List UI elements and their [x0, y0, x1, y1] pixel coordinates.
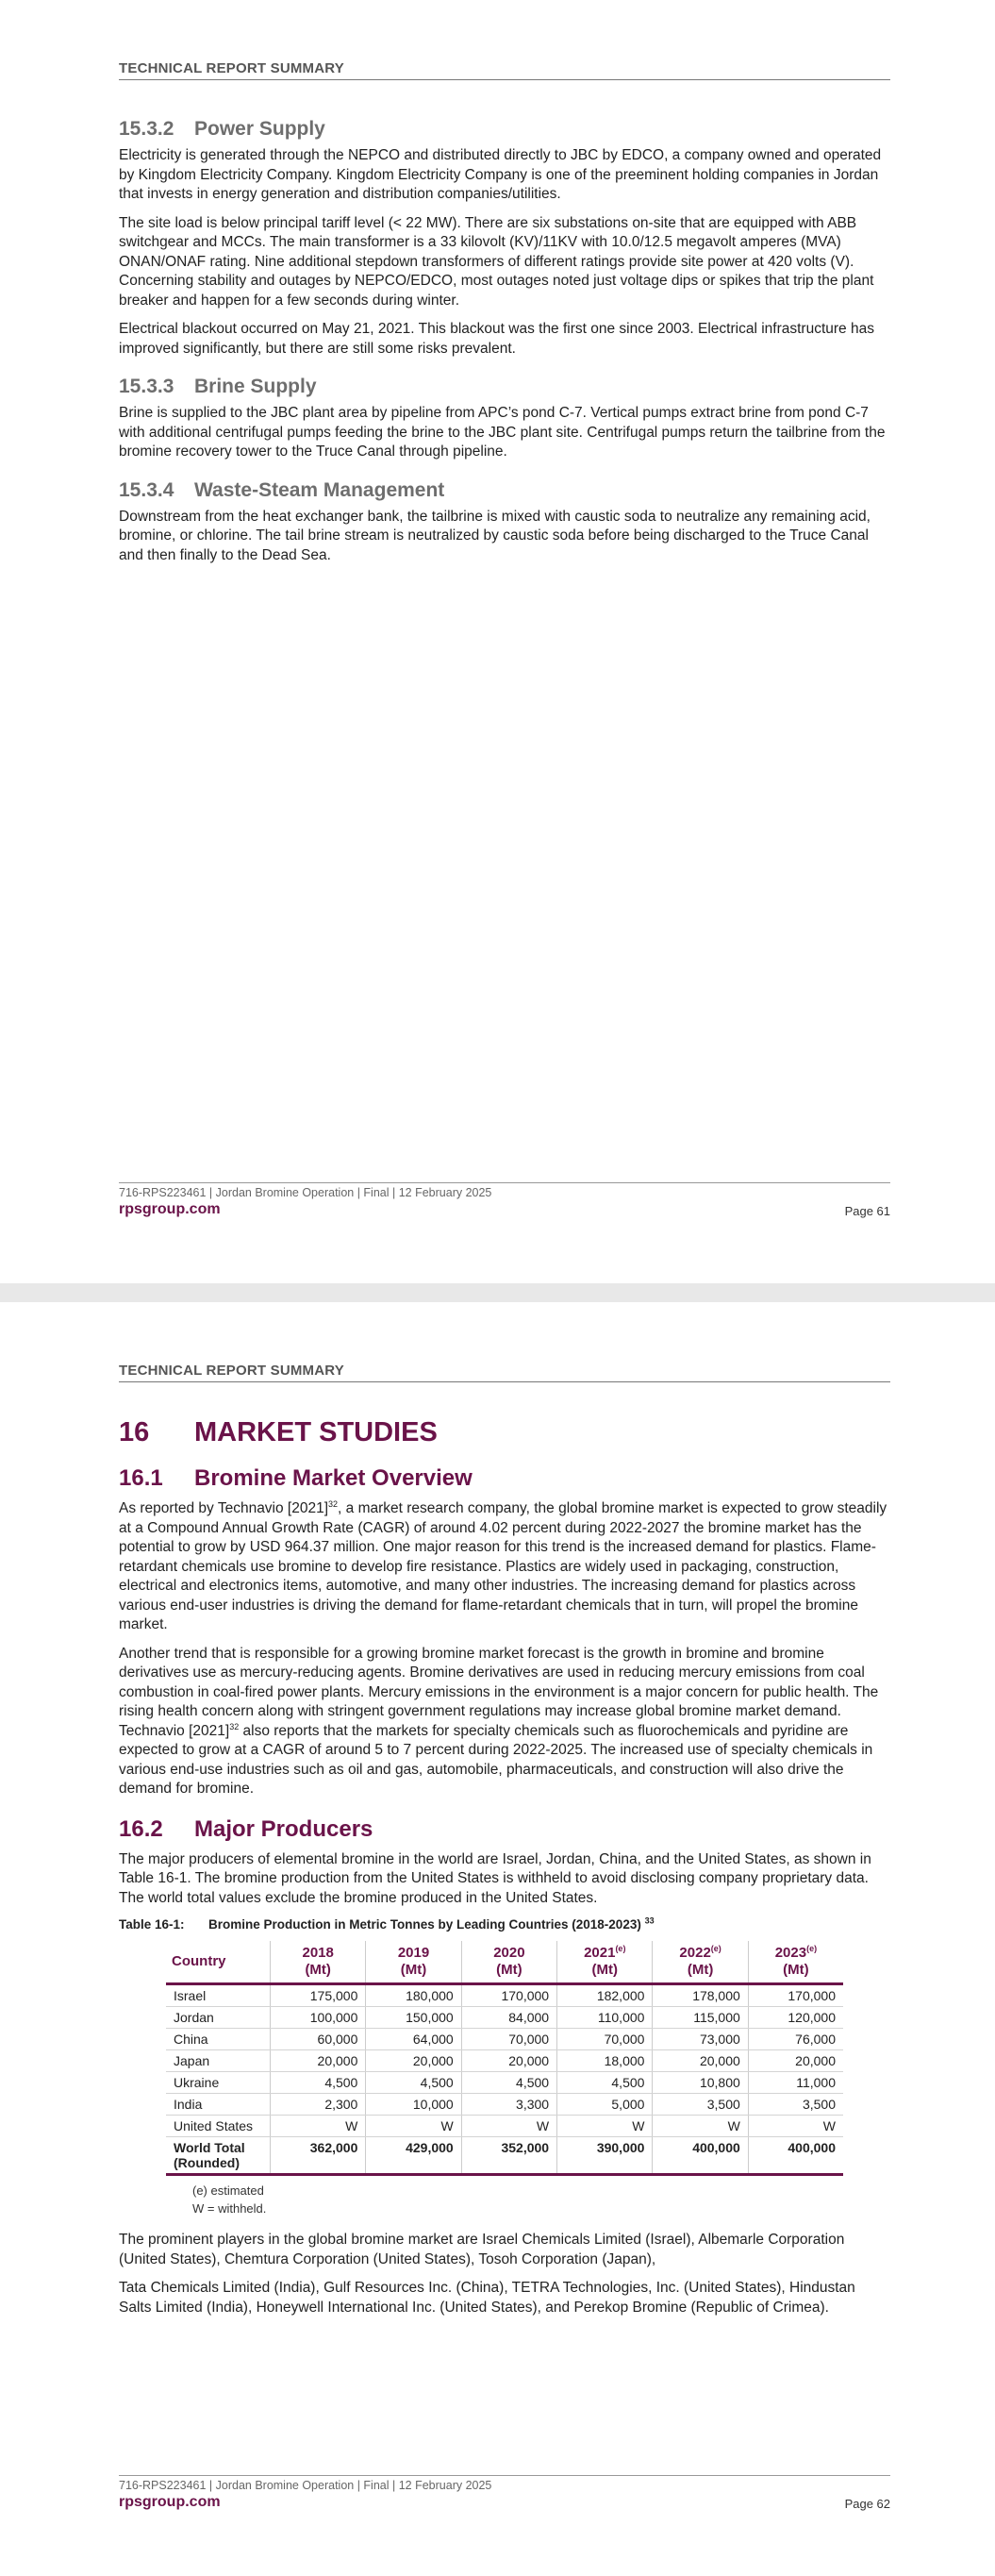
table-row: [166, 2029, 843, 2050]
value-cell: 110,000: [557, 2007, 653, 2029]
table-caption: Table 16-1: Bromine Production in Metric Tonnes by Leading Countries (2018-2023) $^{33}$: [119, 1915, 655, 1932]
paragraph: The prominent players in the global bromine market are Israel Chemicals Limited (Israel), Albemarle Corporation (United States), Chemtura Corporation (United States), Tosoh Corporation (Japan),: [119, 2232, 845, 2267]
country-cell: Jordan: [166, 2007, 271, 2029]
value-cell: 100,000: [271, 2007, 366, 2029]
value-cell: 70,000: [461, 2029, 556, 2050]
value-cell: 178,000: [653, 1984, 748, 2007]
page-61: [0, 0, 995, 1283]
country-cell: United States: [166, 2116, 271, 2137]
table-row: [166, 2072, 843, 2094]
paragraph: Brine is supplied to the JBC plant area by pipeline from APC’s pond C-7. Vertical pumps extract brine from pond C-7 with additional centrifugal pumps feeding the brine to the JBC plant site. Centrifugal pumps return the tailbrine from the bromine recovery tower to the Truce Canal through pipeline.: [119, 405, 886, 460]
column-header-year: 2023$^{(e)}$ (Mt): [748, 1941, 843, 1984]
total-value-cell: 429,000: [366, 2137, 461, 2175]
paragraph: As reported by Technavio $[2021]^{32}$, a market research company, the global bromine market is expected to grow steadily at a Compound Annual Growth Rate (CAGR) of around 4.02 percent during 2022-2027 the bromine market has the potential to grow by USD 964.37 million. One major reason for this trend is the increased demand for plastics. Flame-retardant chemicals use bromine to develop fire resistance. Plastics are widely used in packaging, construction, electrical and electronics items, automotive, and many other industries. The increasing demand for plastics across various end-user industries is driving the demand for flame-retardant chemicals that in turn, will propel the bromine market.: [119, 1498, 887, 1632]
value-cell: 180,000: [366, 1984, 461, 2007]
section-heading-15-3-4: 15.3.4 Waste-Steam Management: [119, 478, 445, 501]
country-cell: Japan: [166, 2050, 271, 2072]
country-cell: Israel: [166, 1984, 271, 2007]
value-cell: 20,000: [366, 2050, 461, 2072]
total-value-cell: 400,000: [748, 2137, 843, 2175]
value-cell: 20,000: [653, 2050, 748, 2072]
value-cell: W: [653, 2116, 748, 2137]
table-note-estimated: (e) estimated: [192, 2183, 264, 2198]
value-cell: 10,000: [366, 2094, 461, 2116]
value-cell: W: [366, 2116, 461, 2137]
value-cell: 170,000: [461, 1984, 556, 2007]
total-value-cell: 352,000: [461, 2137, 556, 2175]
table-header-row: [166, 1941, 843, 1984]
page-number: Page 61: [844, 1204, 890, 1218]
value-cell: 120,000: [748, 2007, 843, 2029]
country-cell: India: [166, 2094, 271, 2116]
total-value-cell: 362,000: [271, 2137, 366, 2175]
paragraph: The major producers of elemental bromine in the world are Israel, Jordan, China, and the United States, as shown in Table 16-1. The bromine production from the United States is withheld to avoid disclosing company proprietary data. The world total values exclude the bromine produced in the United States.: [119, 1850, 871, 1906]
table-row: [166, 2116, 843, 2137]
section-heading-15-3-2: 15.3.2 Power Supply: [119, 118, 325, 140]
column-header-year: 2018 (Mt): [271, 1941, 366, 1984]
paragraph: Electricity is generated through the NEPCO and distributed directly to JBC by EDCO, a company owned and operated by Kingdom Electricity Company. Kingdom Electricity Company is one of the preeminent holding companies in Jordan that invests in energy generation and distribution companies/utilities.: [119, 147, 882, 202]
value-cell: 182,000: [557, 1984, 653, 2007]
value-cell: W: [461, 2116, 556, 2137]
paragraph: Electrical blackout occurred on May 21, 2021. This blackout was the first one since 2003. Electrical infrastructure has improved significantly, but there are still some risks prevalent.: [119, 321, 874, 357]
value-cell: 170,000: [748, 1984, 843, 2007]
value-cell: 18,000: [557, 2050, 653, 2072]
value-cell: 64,000: [366, 2029, 461, 2050]
value-cell: 3,500: [748, 2094, 843, 2116]
value-cell: 20,000: [461, 2050, 556, 2072]
paragraph: Another trend that is responsible for a growing bromine market forecast is the growth in bromine and bromine derivatives use as mercury-reducing agents. Bromine derivatives are used in reducing mercury emissions from coal combustion in coal-fired power plants. Mercury emissions in the environment is a major concern for public health. The rising health concern along with stringent government regulations may increase global bromine market demand. Technavio $[2021]^{32}$ also reports that the markets for specialty chemicals such as fluorochemicals and pyridine are expected to grow at a CAGR of around 5 to 7 percent during 2022-2025. The increased use of specialty chemicals in various end-use industries such as oil and gas, automobile, pharmaceuticals, and construction will also drive the demand for bromine.: [119, 1645, 879, 1797]
value-cell: 115,000: [653, 2007, 748, 2029]
chapter-heading: 16 MARKET STUDIES: [119, 1417, 438, 1447]
value-cell: 150,000: [366, 2007, 461, 2029]
section-heading-16-1: 16.1 Bromine Market Overview: [119, 1465, 473, 1491]
table-total-row: [166, 2137, 843, 2175]
value-cell: 70,000: [557, 2029, 653, 2050]
country-cell: Ukraine: [166, 2072, 271, 2094]
value-cell: 4,500: [557, 2072, 653, 2094]
value-cell: 76,000: [748, 2029, 843, 2050]
footer-website-link[interactable]: rpsgroup.com: [119, 1201, 221, 1217]
paragraph: Downstream from the heat exchanger bank, the tailbrine is mixed with caustic soda to neutralize any remaining acid, bromine, or chlorine. The tail brine stream is neutralized by caustic soda before being discharged to the Truce Canal and then finally to the Dead Sea.: [119, 508, 871, 563]
page-header: TECHNICAL REPORT SUMMARY: [119, 60, 890, 80]
value-cell: 2,300: [271, 2094, 366, 2116]
table-row: [166, 2094, 843, 2116]
value-cell: 175,000: [271, 1984, 366, 2007]
footer-reference: 716-RPS223461 | Jordan Bromine Operation | Final | 12 February 2025: [119, 1186, 492, 1199]
column-header-country: Country: [166, 1941, 271, 1984]
value-cell: 20,000: [271, 2050, 366, 2072]
value-cell: 3,500: [653, 2094, 748, 2116]
value-cell: 84,000: [461, 2007, 556, 2029]
value-cell: 60,000: [271, 2029, 366, 2050]
page-number: Page 62: [844, 2497, 890, 2511]
table-row: [166, 1984, 843, 2007]
footer-reference: 716-RPS223461 | Jordan Bromine Operation | Final | 12 February 2025: [119, 2479, 492, 2492]
total-label-cell: World Total (Rounded): [166, 2137, 271, 2175]
page-footer: [119, 1182, 890, 1218]
column-header-year: 2022$^{(e)}$ (Mt): [653, 1941, 748, 1984]
value-cell: W: [748, 2116, 843, 2137]
column-header-year: 2020 (Mt): [461, 1941, 556, 1984]
column-header-year: 2019 (Mt): [366, 1941, 461, 1984]
value-cell: W: [557, 2116, 653, 2137]
value-cell: 4,500: [461, 2072, 556, 2094]
value-cell: 10,800: [653, 2072, 748, 2094]
page-62: [0, 1302, 995, 2576]
value-cell: 4,500: [366, 2072, 461, 2094]
page-header: TECHNICAL REPORT SUMMARY: [119, 1363, 890, 1382]
total-value-cell: 390,000: [557, 2137, 653, 2175]
value-cell: 73,000: [653, 2029, 748, 2050]
value-cell: 20,000: [748, 2050, 843, 2072]
total-value-cell: 400,000: [653, 2137, 748, 2175]
table-row: [166, 2050, 843, 2072]
table-note-withheld: W = withheld.: [192, 2201, 267, 2216]
bromine-production-table: [166, 1941, 843, 2176]
value-cell: 11,000: [748, 2072, 843, 2094]
value-cell: 5,000: [557, 2094, 653, 2116]
page-62-body: [119, 1417, 890, 2327]
footer-website-link[interactable]: rpsgroup.com: [119, 2494, 221, 2510]
paragraph: Tata Chemicals Limited (India), Gulf Resources Inc. (China), TETRA Technologies, Inc. (United States), Hindustan Salts Limited (India), Honeywell International Inc. (United States), and Perekop Bromine (Republic of Crimea).: [119, 2280, 855, 2316]
value-cell: 3,300: [461, 2094, 556, 2116]
country-cell: China: [166, 2029, 271, 2050]
paragraph: The site load is below principal tariff level (< 22 MW). There are six substations on-site that are equipped with ABB switchgear and MCCs. The main transformer is a 33 kilovolt (KV)/11KV with 10.0/12.5 megavolt amperes (MVA) ONAN/ONAF rating. Nine additional stepdown transformers of different ratings provide site power at 420 volts (V). Concerning stability and outages by NEPCO/EDCO, most outages noted just voltage dips or spikes that trip the plant breaker and happen for a few seconds during winter.: [119, 214, 874, 309]
section-heading-16-2: 16.2 Major Producers: [119, 1815, 373, 1842]
value-cell: W: [271, 2116, 366, 2137]
page-61-body: [119, 118, 890, 575]
section-heading-15-3-3: 15.3.3 Brine Supply: [119, 376, 317, 397]
value-cell: 4,500: [271, 2072, 366, 2094]
page-footer: [119, 2475, 890, 2511]
table-row: [166, 2007, 843, 2029]
column-header-year: 2021$^{(e)}$ (Mt): [557, 1941, 653, 1984]
